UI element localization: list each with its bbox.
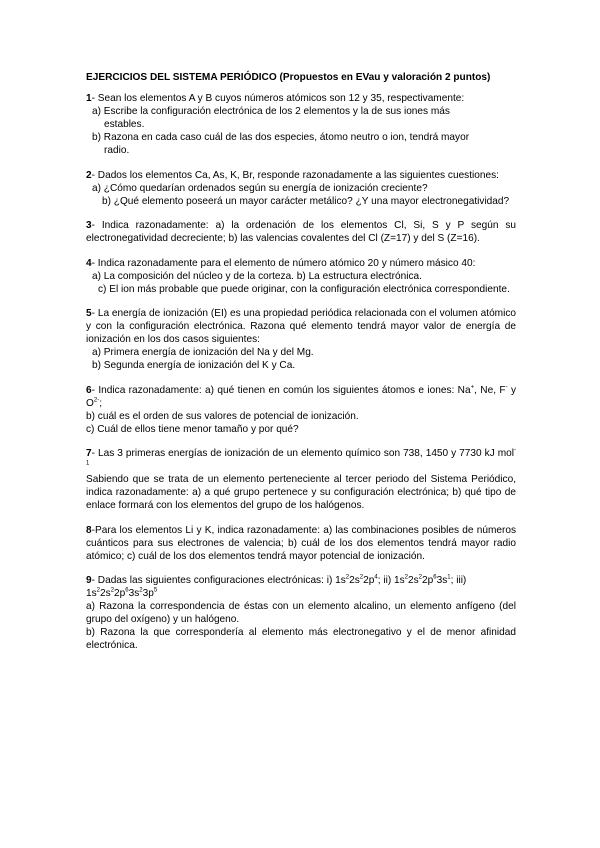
exercise-item: a) La composición del núcleo y de la corteza. b) La estructura electrónica. [92,270,422,282]
exercise-text: 2s [100,588,111,599]
orbital-exponent: 2 [345,574,350,581]
exercise-text: - Dadas las siguientes configuraciones electrónicas: i) 1s [91,575,346,586]
exercise-4 [86,257,516,296]
exercise-item: b) Razona en cada caso cuál de las dos especies, átomo neutro o ion, tendrá mayor [92,132,470,143]
orbital-exponent: 6 [433,574,437,581]
exercise-text: Sabiendo que se trata de un elemento perteneciente al tercer periodo del Sistema Periódico, indica razonadamente: a) a qué grupo pertenece y su configuración electrónica; b) qué tipo de enlace formará con los elementos del grupo de los halógenos. [86,474,516,511]
exercise-number: 2 [86,169,92,181]
exercise-2 [86,169,516,208]
ion-charge: 2- [93,397,100,404]
orbital-exponent: 1 [447,574,451,581]
exercise-3 [86,219,516,245]
orbital-exponent: 4 [374,574,378,581]
exercise-text: , Ne, F [474,384,506,396]
exercise-item: a) Razona la correspondencia de éstas con un elemento alcalino, un elemento anfígeno (del grupo del oxígeno) y un halógeno. [86,601,516,625]
exercise-item: estables. [104,119,145,130]
ion-charge: + [470,384,475,391]
exercise-text: 2p [114,588,126,599]
exercise-6 [86,384,516,436]
exercise-text: 3s [128,588,140,599]
exercise-number: 5 [86,308,92,319]
exercise-item: c) Cuál de ellos tiene menor tamaño y por qué? [86,423,299,435]
exercise-text: 2p [363,575,375,586]
orbital-exponent: 2 [404,574,408,581]
exercise-item: b) ¿Qué elemento poseerá un mayor carácter metálico? ¿Y una mayor electronegatividad? [102,195,510,207]
orbital-exponent: 6 [125,587,129,594]
exercise-number: 1 [86,93,92,104]
exercise-5 [86,307,516,372]
exercise-1 [86,92,516,157]
exercise-8 [86,524,516,563]
exercise-item: b) Segunda energía de ionización del K y Ca. [92,360,296,371]
orbital-exponent: 2 [110,587,115,594]
exercise-text: 2s [349,575,360,586]
exercise-text: - Indica razonadamente para el elemento de número atómico 20 y número másico 40: [91,257,476,269]
exercise-text: 2s [407,575,419,586]
exercise-item: a) Escribe la configuración electrónica de los 2 elementos y la de sus iones más [92,106,450,117]
orbital-exponent: 2 [418,574,422,581]
orbital-exponent: 2 [359,574,364,581]
unit-exponent: -1 [86,447,516,467]
exercise-text: - Dados los elementos Ca, As, K, Br, responde razonadamente a las siguientes cuestiones: [91,169,499,181]
exercise-item: a) Primera energía de ionización del Na y del Mg. [92,347,314,358]
exercise-text: ; ii) 1s [377,575,405,586]
exercise-text: - La energía de ionización (EI) es una propiedad periódica relacionada con el volumen atómico y con la configuración electrónica. Razona qué elemento tendrá mayor valor de energía de ionización en los dos casos siguientes: [86,308,516,345]
exercise-text: 2p [422,575,434,586]
exercise-item: c) El ion más probable que puede originar, con la configuración electrónica correspondiente. [98,283,510,295]
exercise-number: 7 [86,448,92,459]
exercise-text: 3s [436,575,448,586]
document-title: EJERCICIOS DEL SISTEMA PERIÓDICO (Propuestos en EVau y valoración 2 puntos) [86,72,491,83]
exercise-item: a) ¿Cómo quedarían ordenados según su energía de ionización creciente? [92,182,428,194]
exercise-text: 3p [142,588,154,599]
orbital-exponent: 5 [153,587,158,594]
exercise-item: b) Razona la que correspondería al elemento más electronegativo y el de menor afinidad electrónica. [86,627,516,651]
ion-charge: - [505,384,508,391]
exercise-text: ; [99,397,103,409]
exercise-number: 9 [86,575,92,586]
exercise-text: - Las 3 primeras energías de ionización de un elemento químico son 738, 1450 y 7730 kJ mol [91,448,514,459]
exercise-text: y O [86,384,516,409]
exercise-item: b) cuál es el orden de sus valores de potencial de ionización. [86,410,359,422]
exercise-number: 8 [86,524,92,536]
exercise-text: - Indica razonadamente: a) la ordenación de los elementos Cl, Si, S y P según su electronegatividad decreciente; b) las valencias covalentes del Cl (Z=17) y del S (Z=16). [86,220,516,244]
document-page [86,71,516,664]
exercise-number: 3 [86,220,92,231]
exercise-text: - Sean los elementos A y B cuyos números atómicos son 12 y 35, respectivamente: [91,93,465,104]
exercise-text: ; iii) 1s [86,575,467,599]
orbital-exponent: 2 [139,587,143,594]
exercise-item: radio. [104,145,130,156]
exercise-7 [86,447,516,512]
orbital-exponent: 2 [96,587,101,594]
exercise-number: 6 [86,384,92,396]
exercise-number: 4 [86,257,92,269]
exercise-9 [86,574,516,652]
exercise-text: -Para los elementos Li y K, indica razonadamente: a) las combinaciones posibles de números cuánticos para sus electrones de valencia; b) cuál de los dos elementos tendrá mayor radio atómico; c) cuál de los dos elementos tendrá mayor potencial de ionización. [86,524,516,562]
exercise-text: - Indica razonadamente: a) qué tienen en común los siguientes átomos e iones: Na [91,384,471,396]
